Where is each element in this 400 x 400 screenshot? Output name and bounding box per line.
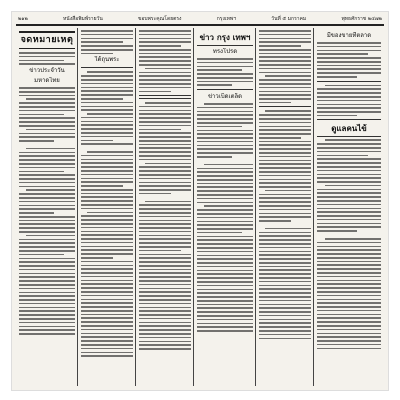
masthead-box <box>19 31 75 49</box>
column-4-subhead: ทรงโปรด <box>212 48 238 55</box>
article-text <box>81 71 133 356</box>
column-2 <box>78 28 136 386</box>
column-4-title: ข่าว กรุง เทพฯ <box>197 32 253 46</box>
issue-year: พุทธศักราช ๒๔๗๒ <box>341 16 382 22</box>
header-note: ขอบพระคุณโดยตรง <box>138 16 182 22</box>
column-6 <box>314 28 384 386</box>
column-1-subhead: ข่าวประจำวัน <box>29 67 65 75</box>
divider <box>81 67 133 68</box>
article-text <box>197 103 253 332</box>
article-text <box>19 52 75 65</box>
issue-date: วันที่ ๕ มกราคม <box>271 16 307 22</box>
article-text <box>139 30 191 92</box>
article-text <box>139 102 191 350</box>
column-6-title: ดูแลคนไข้ <box>317 123 381 137</box>
column-4 <box>194 28 256 386</box>
article-text <box>317 42 381 78</box>
divider <box>317 119 381 120</box>
article-text <box>81 30 133 54</box>
header-rule <box>16 24 384 26</box>
divider <box>197 89 253 90</box>
article-text <box>259 110 311 339</box>
divider <box>317 81 381 82</box>
column-1 <box>16 28 78 386</box>
article-text <box>259 30 311 103</box>
divider <box>259 106 311 107</box>
column-4-subhead-2: ข่าวเบ็ดเตล็ด <box>207 93 243 101</box>
header-quote: กรุงเทพฯ <box>216 16 237 22</box>
divider <box>139 95 191 99</box>
page-header <box>16 14 384 24</box>
article-text <box>317 139 381 349</box>
article-text <box>197 58 253 86</box>
column-5 <box>256 28 314 386</box>
newspaper-page <box>12 12 388 390</box>
article-text <box>317 85 381 117</box>
column-1-subhead-2: มหาดไทย <box>34 77 60 85</box>
article-text <box>19 87 75 335</box>
column-2-subhead: ใต้ถุนพระ <box>94 56 120 64</box>
page-number: ๒๑๒ <box>18 16 28 22</box>
article-columns <box>16 28 384 386</box>
column-1-title: จดหมายเหตุ <box>20 35 74 45</box>
column-6-subhead: มีของขายที่ตลาด <box>326 32 372 39</box>
publication-name: หนังสือพิมพ์รายวัน <box>63 16 103 22</box>
column-3 <box>136 28 194 386</box>
